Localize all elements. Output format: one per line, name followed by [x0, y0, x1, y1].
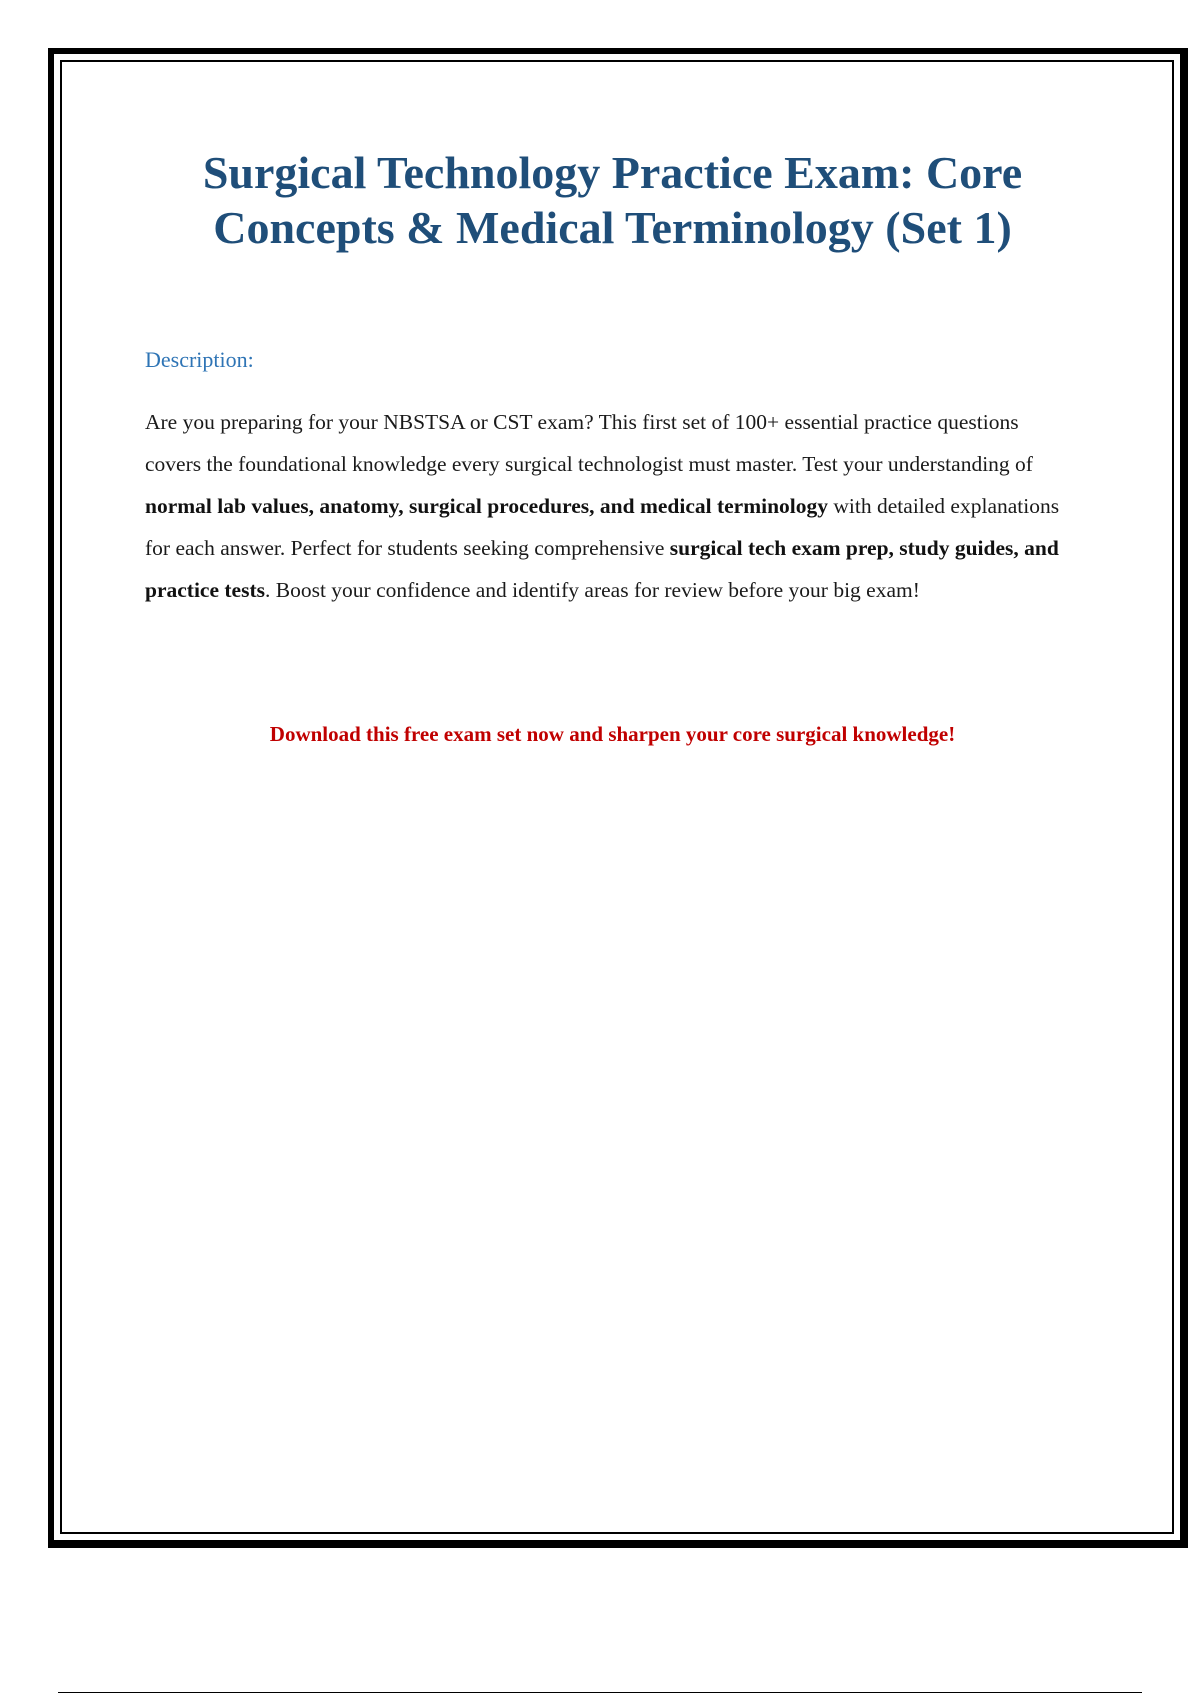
document-title: Surgical Technology Practice Exam: Core Concepts & Medical Terminology (Set 1): [202, 147, 1023, 253]
description-bold-1: normal lab values, anatomy, surgical procedures, and medical terminology: [145, 494, 829, 518]
description-label: Description:: [145, 347, 254, 372]
page-content: [145, 145, 1080, 747]
description-bold-2: surgical tech exam prep, study guides, and practice tests: [145, 536, 1059, 602]
description-text-3: . Boost your confidence and identify areas for review before your big exam!: [264, 578, 920, 602]
description-paragraph: [145, 401, 1080, 611]
description-text-2: with detailed explanations for each answer. Perfect for students seeking comprehensive: [145, 494, 1060, 560]
description-text-1: Are you preparing for your NBSTSA or CST exam? This first set of 100+ essential practice questions covers the foundational knowledge every surgical technologist must master. Test your understanding of: [145, 410, 1033, 476]
call-to-action: Download this free exam set now and sharpen your core surgical knowledge!: [269, 722, 956, 746]
footer-divider: [58, 1692, 1142, 1693]
